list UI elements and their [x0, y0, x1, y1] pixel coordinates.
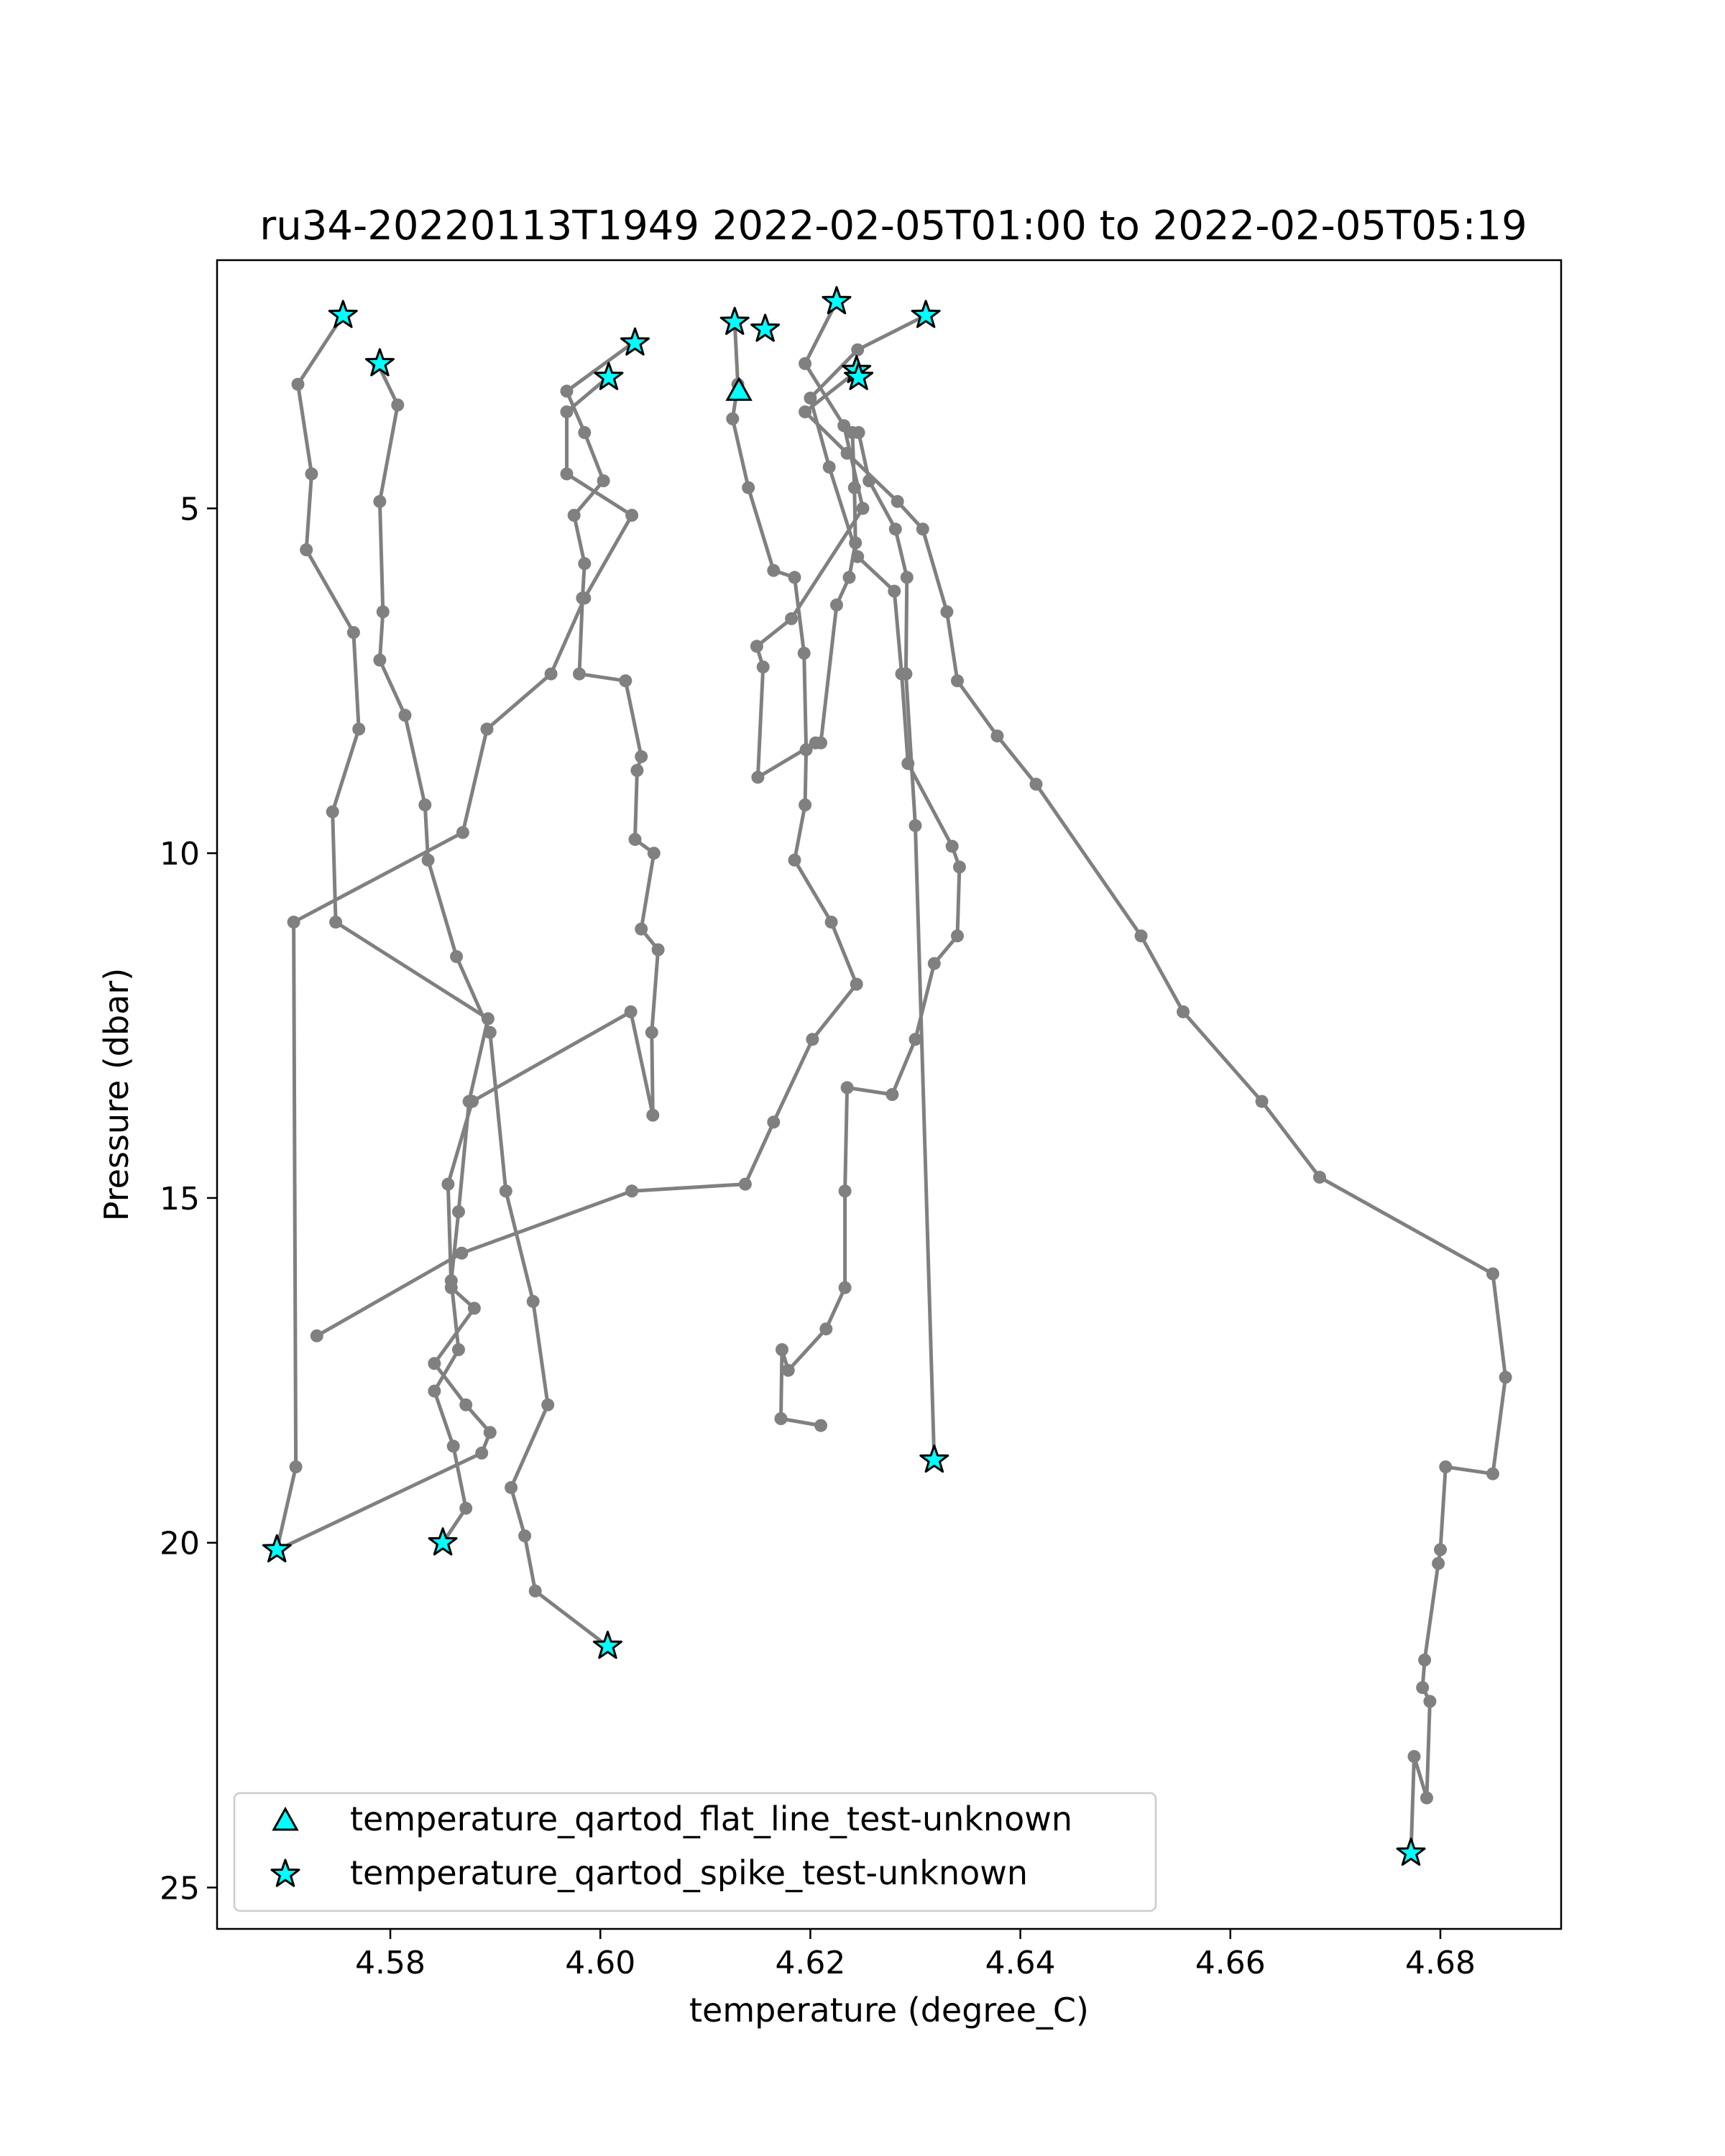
profile-point: [597, 474, 610, 487]
profile-point: [776, 1343, 788, 1356]
profile-point: [806, 1033, 819, 1046]
profile-point: [946, 840, 959, 853]
profile-point: [292, 378, 305, 391]
y-tick-label: 15: [160, 1180, 200, 1217]
profile-point: [1408, 1750, 1421, 1763]
profile-point: [481, 723, 494, 736]
profile-point: [848, 482, 861, 494]
profile-point: [901, 571, 914, 584]
profile-point: [839, 1184, 852, 1197]
profile-point: [775, 1412, 788, 1425]
profile-point: [823, 461, 836, 474]
profile-point: [290, 1460, 303, 1473]
profile-point: [305, 467, 318, 480]
profile-point: [352, 723, 365, 736]
profile-point: [767, 564, 780, 577]
profile-point: [751, 771, 764, 784]
x-tick-label: 4.60: [565, 1945, 636, 1981]
profile-point: [441, 1178, 454, 1191]
profile-point: [625, 1184, 638, 1197]
y-tick-label: 20: [160, 1525, 200, 1562]
profile-point: [1439, 1460, 1452, 1473]
profile-point: [841, 447, 854, 460]
profile-point: [928, 957, 941, 970]
profile-point: [541, 1399, 554, 1411]
profile-point: [850, 978, 863, 991]
profile-point: [300, 543, 313, 556]
profile-point: [896, 668, 908, 681]
profile-point: [456, 826, 469, 839]
profile-point: [455, 1247, 468, 1260]
profile-point: [1256, 1095, 1269, 1108]
profile-point: [852, 426, 865, 439]
profile-point: [798, 647, 811, 660]
profile-point: [505, 1481, 518, 1494]
profile-point: [788, 571, 801, 584]
profile-point: [578, 557, 591, 570]
profile-point: [418, 798, 431, 811]
profile-point: [452, 1205, 465, 1218]
profile-point: [573, 668, 586, 681]
profile-point: [788, 854, 801, 867]
profile-point: [1420, 1792, 1433, 1805]
profile-point: [757, 660, 770, 673]
profile-point: [1418, 1654, 1431, 1667]
profile-point: [561, 405, 574, 418]
profile-point: [1434, 1543, 1447, 1556]
profile-point: [839, 1281, 852, 1294]
profile-point: [1486, 1268, 1499, 1281]
profile-point: [635, 923, 648, 936]
profile-point: [447, 1439, 460, 1452]
profile-point: [529, 1585, 542, 1598]
legend-label-spike: temperature_qartod_spike_test-unknown: [350, 1853, 1029, 1892]
profile-point: [518, 1529, 531, 1542]
profile-point: [940, 605, 953, 618]
legend: [234, 1793, 1156, 1911]
profile-point: [468, 1302, 481, 1314]
profile-point: [1432, 1557, 1445, 1570]
profile-point: [726, 413, 739, 425]
profile-point: [635, 750, 648, 763]
profile-point: [373, 495, 386, 508]
profile-point: [329, 916, 342, 929]
profile-point: [742, 482, 755, 494]
profile-point: [459, 1399, 472, 1411]
y-axis-label: Pressure (dbar): [97, 967, 136, 1222]
profile-point: [799, 405, 811, 418]
profile-point: [347, 626, 360, 639]
profile-point: [888, 585, 901, 598]
profile-point: [466, 1095, 479, 1108]
profile-point: [991, 729, 1004, 742]
profile-point: [619, 674, 632, 687]
profile-point: [814, 1419, 827, 1432]
profile-point: [452, 1343, 465, 1356]
profile-point: [909, 1033, 922, 1046]
profile-point: [953, 860, 966, 873]
profile-point: [545, 668, 558, 681]
profile-point: [652, 944, 665, 957]
profile-point: [782, 1364, 795, 1377]
x-axis-label: temperature (degree_C): [689, 1991, 1089, 2030]
profile-point: [484, 1026, 497, 1039]
profile-point: [326, 806, 339, 819]
profile-point: [475, 1447, 488, 1460]
profile-point: [377, 605, 390, 618]
profile-point: [843, 571, 856, 584]
profile-point: [909, 819, 922, 832]
legend-label-flat-line: temperature_qartod_flat_line_test-unknown: [350, 1800, 1072, 1838]
profile-point: [841, 1081, 854, 1094]
profile-point: [1177, 1005, 1190, 1018]
y-tick-label: 5: [180, 491, 200, 528]
y-tick-label: 10: [160, 836, 200, 873]
x-tick-label: 4.68: [1405, 1945, 1476, 1981]
profile-point: [428, 1385, 441, 1398]
profile-point: [450, 950, 463, 963]
profile-point: [891, 495, 904, 508]
profile-point: [527, 1295, 540, 1308]
profile-point: [819, 1322, 832, 1335]
profile-point: [561, 467, 574, 480]
profile-point: [445, 1281, 458, 1294]
profile-point: [739, 1178, 752, 1191]
profile-point: [901, 757, 914, 770]
profile-point: [459, 1502, 472, 1515]
chart-title: ru34-20220113T1949 2022-02-05T01:00 to 2022-02-05T05:19: [259, 203, 1527, 249]
x-tick-label: 4.62: [775, 1945, 846, 1981]
profile-point: [399, 709, 412, 722]
profile-point: [889, 522, 902, 535]
profile-point: [785, 612, 798, 625]
profile-point: [630, 764, 643, 777]
profile-point: [1030, 778, 1043, 791]
profile-point: [648, 847, 661, 860]
profile-point: [428, 1357, 441, 1370]
profile-point: [373, 654, 386, 667]
profile-point: [625, 1005, 638, 1018]
x-tick-label: 4.58: [355, 1945, 426, 1981]
profile-point: [886, 1088, 898, 1101]
profile-point: [851, 550, 864, 563]
profile-point: [1135, 929, 1148, 942]
profile-point: [830, 599, 843, 612]
profile-point: [625, 509, 638, 522]
profile-point: [1423, 1695, 1436, 1708]
profile-point: [1313, 1171, 1326, 1184]
profile-point: [646, 1109, 659, 1122]
profile-point: [1486, 1468, 1499, 1480]
x-tick-label: 4.66: [1195, 1945, 1266, 1981]
profile-point: [310, 1330, 323, 1342]
profile-point: [814, 737, 827, 750]
profile-point: [916, 522, 929, 535]
profile-point: [767, 1115, 780, 1128]
profile-point: [578, 426, 591, 439]
y-tick-label: 25: [160, 1870, 200, 1907]
profile-point: [288, 916, 300, 929]
profile-point: [851, 344, 864, 356]
profile-point: [422, 854, 435, 867]
profile-point: [391, 399, 404, 412]
profile-point: [1416, 1681, 1429, 1694]
profile-point: [799, 798, 811, 811]
x-tick-label: 4.64: [985, 1945, 1056, 1981]
profile-point: [629, 833, 642, 846]
profile-point: [951, 929, 964, 942]
profile-point: [951, 674, 964, 687]
profile-point: [857, 502, 870, 515]
profile-point: [825, 916, 838, 929]
profile-point: [484, 1426, 497, 1439]
profile-point: [1499, 1370, 1512, 1383]
profile-point: [799, 357, 811, 370]
profile-point: [568, 509, 581, 522]
profile-point: [645, 1026, 658, 1039]
profile-point: [561, 384, 574, 397]
profile-point: [500, 1184, 512, 1197]
profile-point: [750, 640, 763, 653]
profile-point: [578, 591, 591, 604]
